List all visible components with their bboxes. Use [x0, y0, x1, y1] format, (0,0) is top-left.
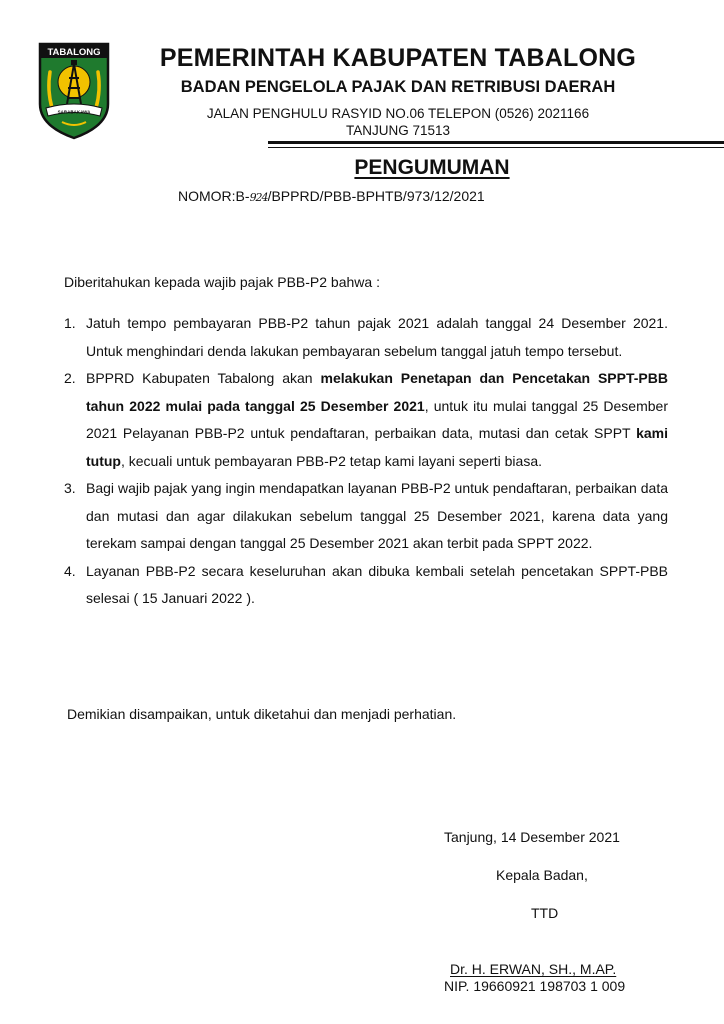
- logo-text: TABALONG: [47, 47, 101, 58]
- list-item: [64, 475, 668, 558]
- list-item-text: Layanan PBB-P2 secara keseluruhan akan dibuka kembali setelah pencetakan SPPT-PBB selesai ( 15 Januari 2022 ).: [86, 562, 668, 606]
- agency-name: BADAN PENGELOLA PAJAK DAN RETRIBUSI DAERAH: [180, 78, 616, 96]
- letterhead-rule-thin: [268, 147, 724, 148]
- logo-banner-text: SARABAKAWA: [57, 109, 91, 115]
- document-number: [178, 188, 485, 204]
- list-item-text: Jatuh tempo pembayaran PBB-P2 tahun pajak 2021 adalah tanggal 24 Desember 2021. Untuk menghindari denda lakukan pembayaran sebelum tanggal jatuh tempo tersebut.: [86, 315, 668, 359]
- list-item-bold-text: melakukan Penetapan dan Pencetakan SPPT-PBB tahun 2022 mulai pada tanggal 25 Desember 2021: [86, 370, 668, 414]
- list-item-number: 1.: [64, 315, 76, 331]
- closing-text: Demikian disampaikan, untuk diketahui dan menjadi perhatian.: [67, 706, 457, 722]
- government-name: PEMERINTAH KABUPATEN TABALONG: [159, 44, 637, 72]
- list-item-text-part: , untuk itu mulai tanggal 25 Desember 2021 Pelayanan PBB-P2 untuk pendaftaran, perbaikan data, mutasi dan cetak SPPT: [86, 397, 668, 441]
- letterhead-rule-thick: [268, 141, 724, 144]
- document-number-handwritten: 924: [249, 191, 268, 204]
- list-item-number: 3.: [64, 480, 76, 496]
- list-item: [64, 310, 668, 365]
- list-item: [64, 365, 668, 475]
- document-number-prefix: NOMOR:B-: [178, 188, 250, 204]
- intro-text: Diberitahukan kepada wajib pajak PBB-P2 bahwa :: [64, 274, 380, 290]
- signature-place-date: Tanjung, 14 Desember 2021: [444, 829, 620, 845]
- list-item-text: Bagi wajib pajak yang ingin mendapatkan layanan PBB-P2 untuk pendaftaran, perbaikan data dan mutasi dan agar dilakukan sebelum tanggal 25 Desember 2021, karena data yang terekam sampai dengan tanggal 25 Desember 2021 akan terbit pada SPPT 2022.: [86, 480, 668, 551]
- agency-address: JALAN PENGHULU RASYID NO.06 TELEPON (0526) 2021166: [206, 106, 590, 121]
- document-title-wrapper: [0, 156, 724, 180]
- agency-city: TANJUNG 71513: [345, 123, 451, 138]
- document-title: PENGUMUMAN: [354, 156, 510, 179]
- tabalong-regency-logo: [38, 42, 110, 140]
- signatory-name: Dr. H. ERWAN, SH., M.AP.: [450, 961, 617, 977]
- signature-position: Kepala Badan,: [496, 867, 588, 883]
- list-item-text-part: , kecuali untuk pembayaran PBB-P2 tetap kami layani seperti biasa.: [120, 452, 542, 469]
- list-item-number: 4.: [64, 562, 76, 579]
- list-item: [64, 558, 668, 613]
- document-number-suffix: /BPPRD/PBB-BPHTB/973/12/2021: [267, 188, 485, 204]
- list-item-text-part: BPPRD Kabupaten Tabalong akan: [86, 370, 321, 386]
- signatory-nip: NIP. 19660921 198703 1 009: [444, 978, 626, 994]
- list-item-number: 2.: [64, 370, 76, 386]
- announcement-list: [64, 310, 668, 613]
- list-item-bold-text: kami tutup: [86, 425, 668, 469]
- signature-ttd: TTD: [531, 905, 559, 921]
